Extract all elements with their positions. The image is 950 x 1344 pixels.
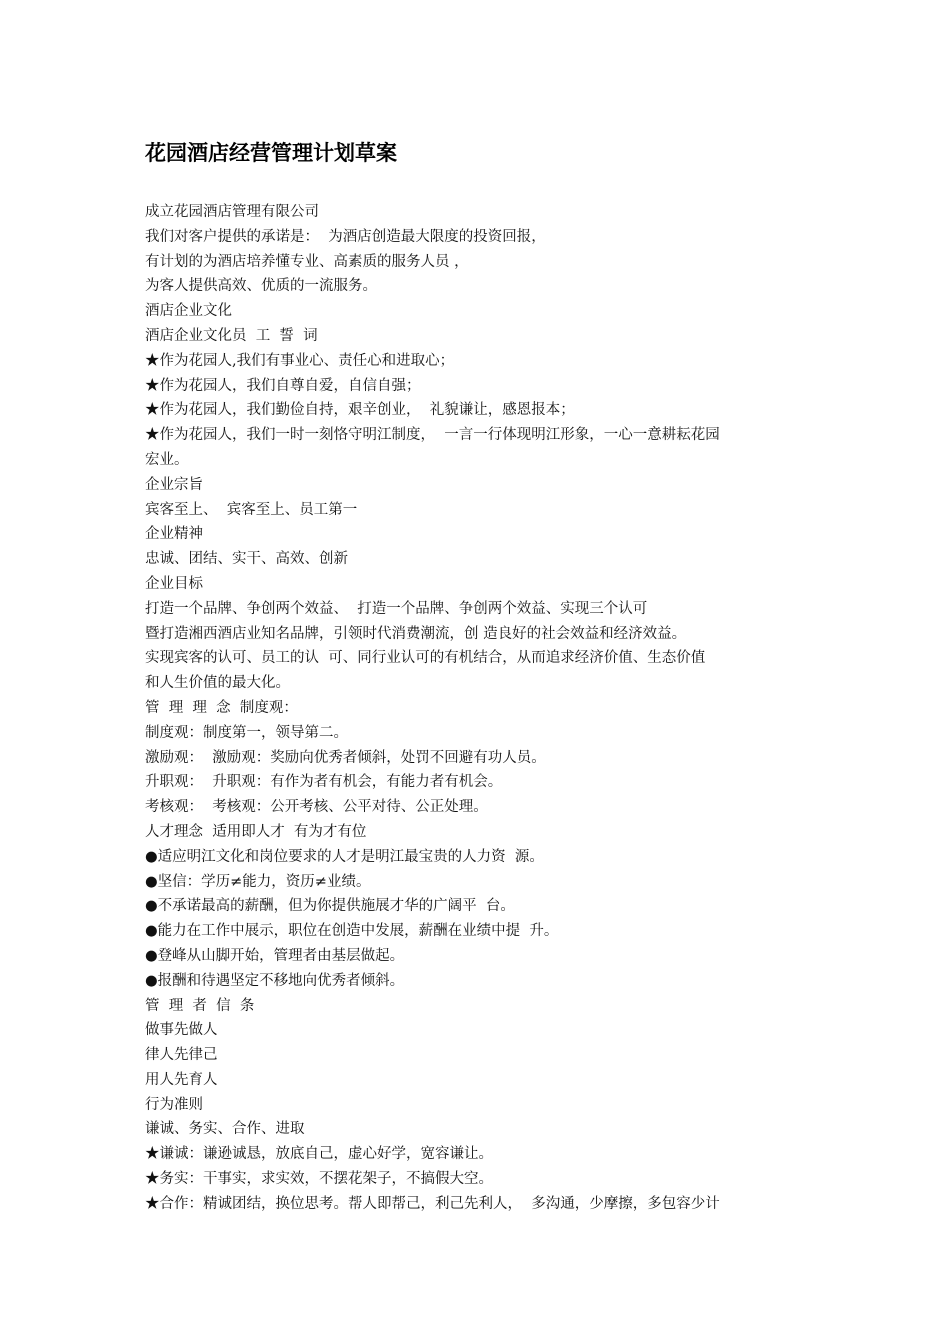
text-line: 为客人提供高效、优质的一流服务。 <box>145 278 377 295</box>
text-line: 律人先律己 <box>145 1047 218 1064</box>
text-line: 制度观：制度第一，领导第二。 <box>145 724 348 741</box>
text-line: 管 理 理 念 制度观： <box>145 699 298 716</box>
text-line: ●坚信：学历≠能力，资历≠业绩。 <box>145 873 371 890</box>
text-line: ★作为花园人，我们自尊自爱，自信自强； <box>145 377 421 394</box>
text-line: 忠诚、团结、实干、高效、创新 <box>145 551 348 568</box>
text-line: ●登峰从山脚开始，管理者由基层做起。 <box>145 947 405 964</box>
text-line: 谦诚、务实、合作、进取 <box>145 1121 305 1138</box>
text-line: ★谦诚：谦逊诚恳，放底自己，虚心好学，宽容谦让。 <box>145 1146 493 1163</box>
text-line: 人才理念 适用即人才 有为才有位 <box>145 823 367 840</box>
text-line: ●能力在工作中展示，职位在创造中发展，薪酬在业绩中提 升。 <box>145 923 559 940</box>
document-title: 花园酒店经营管理计划草案 <box>145 140 397 165</box>
text-line: 企业宗旨 <box>145 476 203 493</box>
text-line: ●报酬和待遇坚定不移地向优秀者倾斜。 <box>145 972 405 989</box>
text-line: 宾客至上、 宾客至上、员工第一 <box>145 501 358 518</box>
text-line: 酒店企业文化 <box>145 303 232 320</box>
text-line: 打造一个品牌、争创两个效益、 打造一个品牌、争创两个效益、实现三个认可 <box>145 600 648 617</box>
document-body <box>145 200 815 1217</box>
text-line: ★合作：精诚团结，换位思考。帮人即帮己，利己先利人， 多沟通，少摩擦，多包容少计 <box>145 1195 720 1212</box>
text-line: 企业目标 <box>145 575 203 592</box>
text-line: 有计划的为酒店培养懂专业、高素质的服务人员 ， <box>145 253 469 270</box>
text-line: 宏业。 <box>145 451 189 468</box>
text-line: 暨打造湘西酒店业知名品牌，引领时代消费潮流，创 造良好的社会效益和经济效益。 <box>145 625 687 642</box>
text-line: ★作为花园人,我们有事业心、责任心和进取心； <box>145 352 455 369</box>
text-line: ★作为花园人，我们勤俭自持，艰辛创业， 礼貌谦让，感恩报本； <box>145 402 575 419</box>
text-line: 做事先做人 <box>145 1022 218 1039</box>
text-line: 实现宾客的认可、员工的认 可、同行业认可的有机结合，从而追求经济价值、生态价值 <box>145 650 706 667</box>
text-line: 企业精神 <box>145 526 203 543</box>
text-line: ★务实：干事实，求实效，不摆花架子，不搞假大空。 <box>145 1171 493 1188</box>
text-line: 和人生价值的最大化。 <box>145 675 290 692</box>
text-line: 行为准则 <box>145 1096 203 1113</box>
text-line: 酒店企业文化员 工 誓 词 <box>145 327 318 344</box>
text-line: 我们对客户提供的承诺是： 为酒店创造最大限度的投资回报， <box>145 228 546 245</box>
text-line: ●适应明江文化和岗位要求的人才是明江最宝贵的人力资 源。 <box>145 848 544 865</box>
text-line: 考核观： 考核观：公开考核、公平对待、公正处理。 <box>145 799 488 816</box>
text-line: 激励观： 激励观：奖励向优秀者倾斜，处罚不回避有功人员。 <box>145 749 546 766</box>
text-line: 升职观： 升职观：有作为者有机会，有能力者有机会。 <box>145 774 503 791</box>
text-line: 用人先育人 <box>145 1071 218 1088</box>
text-line: 管 理 者 信 条 <box>145 997 255 1014</box>
text-line: 成立花园酒店管理有限公司 <box>145 204 319 220</box>
text-line: ●不承诺最高的薪酬，但为你提供施展才华的广阔平 台。 <box>145 898 515 915</box>
text-line: ★作为花园人，我们一时一刻恪守明江制度， 一言一行体现明江形象，一心一意耕耘花园 <box>145 427 720 444</box>
